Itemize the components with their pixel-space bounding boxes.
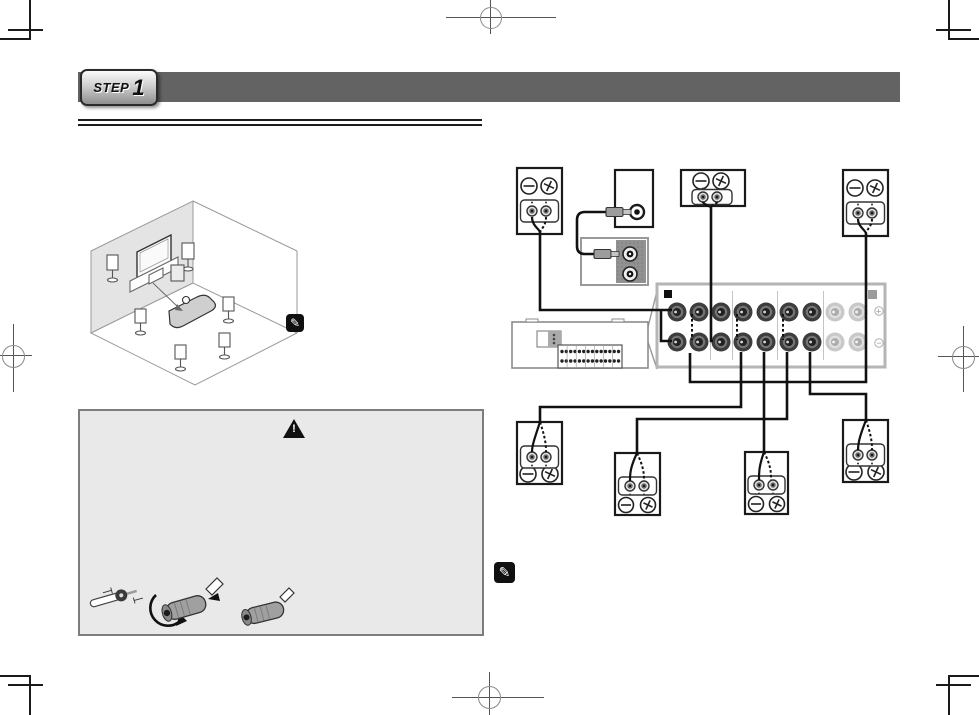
strip-mark-gray (868, 290, 877, 299)
step-badge-number: 1 (132, 74, 145, 100)
surround-back-right-speaker-box (745, 452, 788, 514)
step-badge-word: STEP (93, 80, 130, 95)
front-right-speaker (182, 243, 194, 259)
terminal-plate (619, 477, 657, 495)
surround-left-speaker-box (517, 422, 562, 484)
front-right-speaker-box (843, 170, 888, 236)
subwoofer-box (615, 170, 653, 227)
center-speaker-box (681, 170, 745, 207)
minus-indicator: − (876, 338, 882, 348)
rca-plug (606, 208, 623, 217)
rca-plug (594, 250, 611, 259)
caution-box (78, 409, 484, 636)
note-pencil-icon-2: ✎ (494, 562, 515, 583)
screwdriver-blade (206, 578, 223, 595)
surround-back-left-speaker-box (615, 453, 660, 515)
terminal-plate (847, 444, 885, 466)
subwoofer (171, 265, 184, 281)
surround-right-speaker (223, 297, 234, 311)
strip-mark-black (664, 290, 672, 298)
listener (183, 297, 190, 304)
surround-right-speaker-box (843, 420, 888, 482)
stripped-wire-figure (88, 580, 144, 615)
speaker-wire-howto-illustration (86, 563, 301, 631)
step-header-bar (78, 72, 900, 102)
terminal-plate (521, 200, 559, 222)
receiver-rear-panel (512, 319, 648, 368)
note-pencil-icon: ✎ (286, 314, 304, 332)
speaker-wiring-diagram (500, 158, 900, 530)
plus-indicator: + (876, 306, 882, 317)
speaker-placement-room-illustration (85, 195, 310, 393)
subwoofer-preout-panel (581, 238, 648, 285)
front-left-speaker-box (517, 168, 562, 234)
surround-back-right-speaker (219, 333, 230, 347)
warning-exclamation: ! (292, 423, 296, 435)
section-title-rule-top (78, 119, 482, 121)
wire-end (280, 588, 294, 602)
surround-back-speaker (175, 345, 186, 359)
step-badge (80, 69, 158, 106)
terminal-plate (847, 202, 885, 224)
front-left-speaker (107, 255, 118, 270)
terminal-turn-figure (150, 578, 223, 626)
terminal-plate (521, 446, 559, 468)
section-title-rule-bottom (78, 124, 482, 126)
terminal-done-figure (240, 588, 294, 626)
surround-left-speaker (135, 309, 146, 323)
